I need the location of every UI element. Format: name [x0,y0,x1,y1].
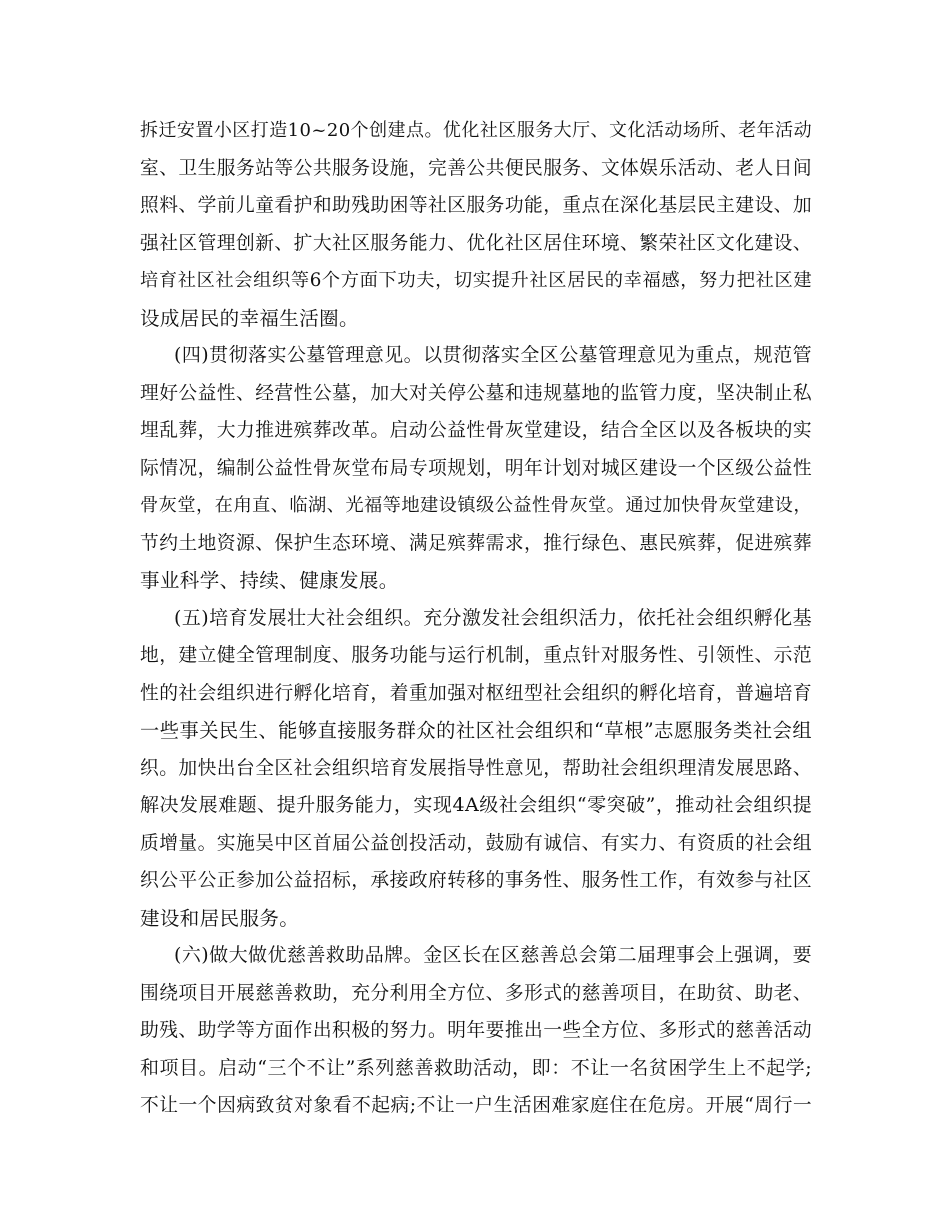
text-line: 地，建立健全管理制度、服务功能与运行机制，重点针对服务性、引领性、示范 [140,645,812,666]
text-line: (四)贯彻落实公墓管理意见。以贯彻落实全区公墓管理意见为重点，规范管 [174,344,812,366]
text-line: 织。加快出台全区社会组织培育发展指导性意见，帮助社会组织理清发展思路、 [140,757,812,779]
text-line: 不让一个因病致贫对象看不起病;不让一户生活困难家庭住在危房。开展“周行一 [140,1095,812,1116]
paragraph-charity-brand [140,937,812,1125]
text-line: (五)培育发展壮大社会组织。充分激发社会组织活力，依托社会组织孵化基 [174,606,812,629]
text-line: 一些事关民生、能够直接服务群众的社区社会组织和“草根”志愿服务类社会组 [140,719,812,742]
paragraph-cemetery-management [140,337,812,600]
text-line: 节约土地资源、保护生态环境、满足殡葬需求，推行绿色、惠民殡葬，促进殡葬 [140,532,812,554]
paragraph-community-services [140,112,812,337]
text-line: 解决发展难题、提升服务能力，实现4A级社会组织“零突破”，推动社会组织提 [140,794,812,816]
text-line: 性的社会组织进行孵化培育，着重加强对枢纽型社会组织的孵化培育，普遍培育 [140,682,812,704]
text-line: 室、卫生服务站等公共服务设施，完善公共便民服务、文体娱乐活动、老人日间 [140,157,812,179]
text-line: (六)做大做优慈善救助品牌。金区长在区慈善总会第二届理事会上强调，要 [174,944,812,966]
text-line: 织公平公正参加公益招标，承接政府转移的事务性、服务性工作，有效参与社区 [140,870,812,891]
document-body [140,112,812,1125]
text-line: 质增量。实施吴中区首届公益创投活动，鼓励有诚信、有实力、有资质的社会组 [140,832,812,854]
text-line: 埋乱葬，大力推进殡葬改革。启动公益性骨灰堂建设，结合全区以及各板块的实 [140,420,812,441]
text-line: 助残、助学等方面作出积极的努力。明年要推出一些全方位、多形式的慈善活动 [140,1020,812,1041]
text-line: 际情况，编制公益性骨灰堂布局专项规划，明年计划对城区建设一个区级公益性 [140,457,812,479]
text-line: 和项目。启动“三个不让”系列慈善救助活动，即：不让一名贫困学生上不起学; [140,1056,812,1079]
text-line: 理好公益性、经营性公墓，加大对关停公墓和违规墓地的监管力度，坚决制止私 [140,382,812,404]
paragraph-social-organizations [140,600,812,938]
text-line: 强社区管理创新、扩大社区服务能力、优化社区居住环境、繁荣社区文化建设、 [140,232,812,254]
text-line: 围绕项目开展慈善救助，充分利用全方位、多形式的慈善项目，在助贫、助老、 [140,982,812,1004]
text-line: 骨灰堂，在甪直、临湖、光福等地建设镇级公益性骨灰堂。通过加快骨灰堂建设， [140,495,812,516]
text-line: 拆迁安置小区打造10~20个创建点。优化社区服务大厅、文化活动场所、老年活动 [140,120,812,141]
text-line: 事业科学、持续、健康发展。 [140,569,399,592]
text-line: 设成居民的幸福生活圈。 [140,306,359,330]
text-line: 培育社区社会组织等6个方面下功夫，切实提升社区居民的幸福感，努力把社区建 [140,270,812,291]
text-line: 建设和居民服务。 [140,906,300,930]
text-line: 照料、学前儿童看护和助残助困等社区服务功能，重点在深化基层民主建设、加 [140,195,812,216]
